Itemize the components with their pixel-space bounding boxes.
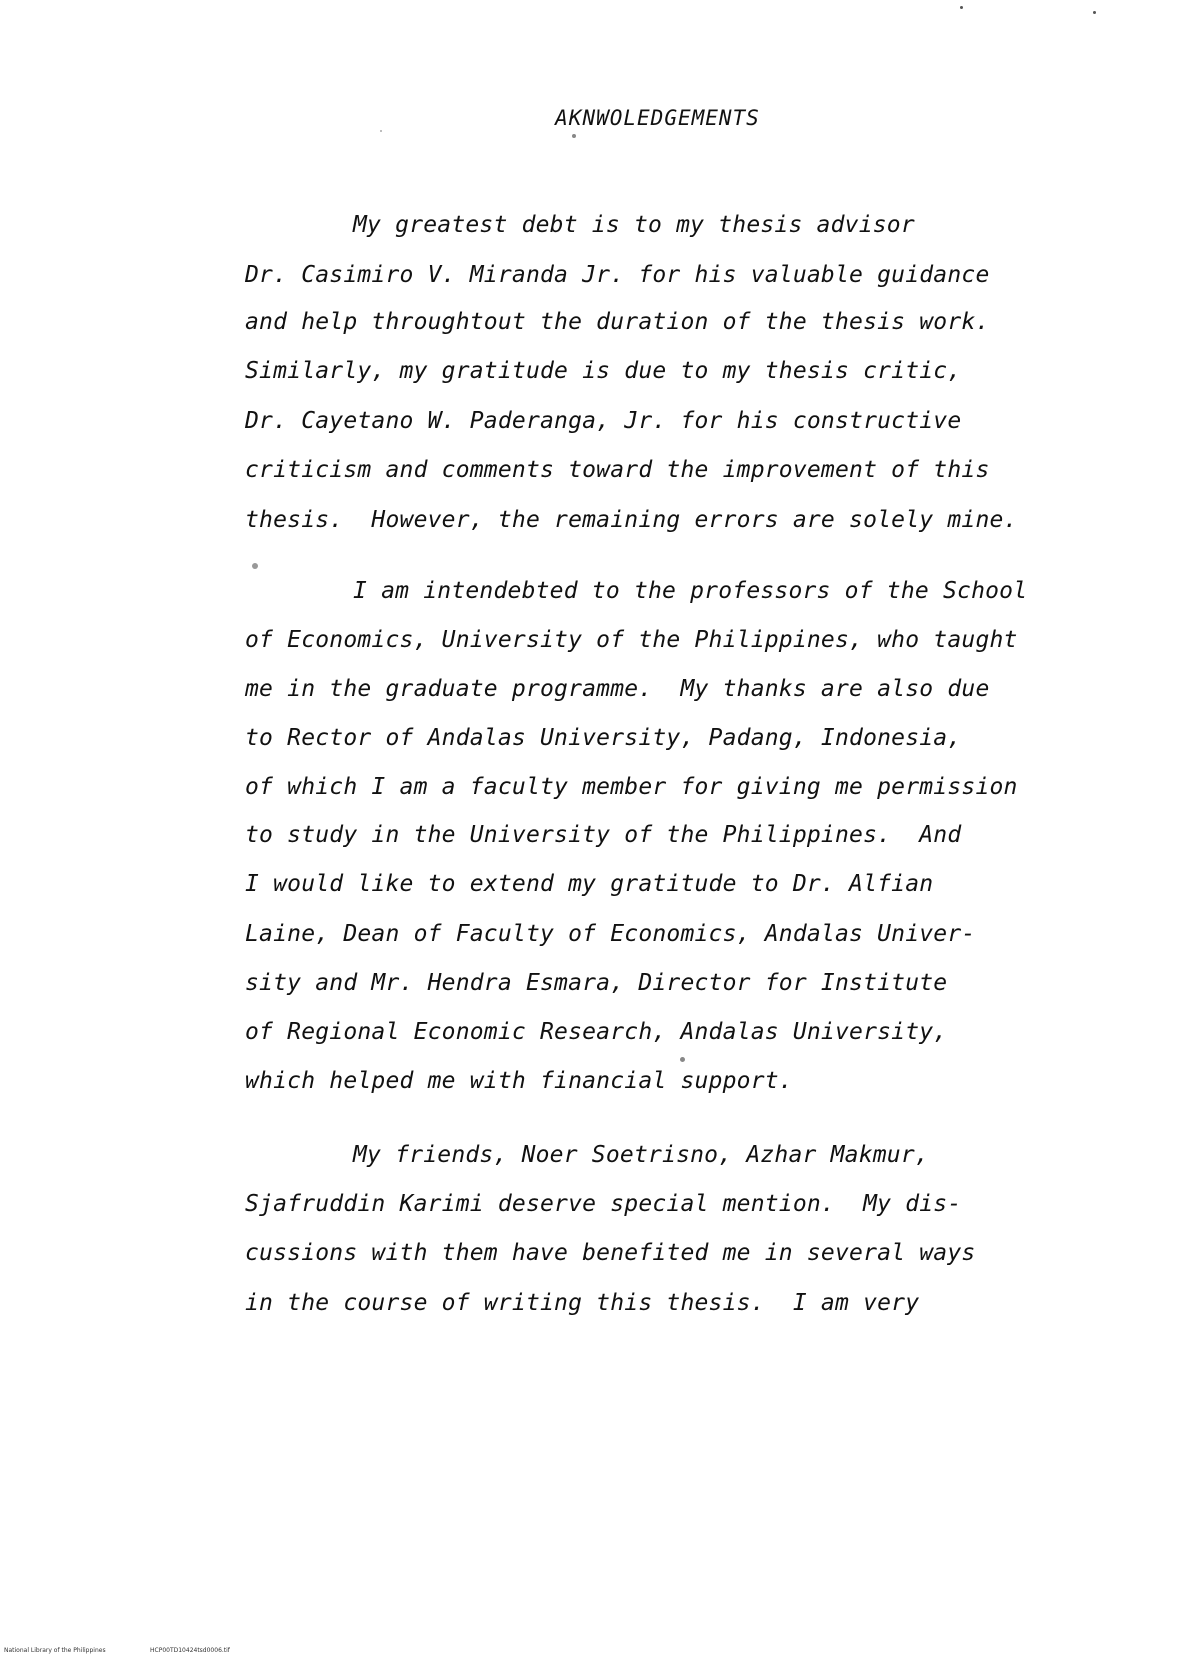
paragraph-2-line-1: I am intendebted to the professors of the School <box>353 578 1028 604</box>
paragraph-1-line-4: Similarly, my gratitude is due to my thesis critic, <box>245 358 962 384</box>
paragraph-2-line-10: of Regional Economic Research, Andalas University, <box>245 1019 948 1045</box>
paragraph-2-line-4: to Rector of Andalas University, Padang, Indonesia, <box>245 725 962 751</box>
scan-speck <box>960 6 963 9</box>
paragraph-3-line-4: in the course of writing this thesis. I am very <box>245 1290 920 1316</box>
scan-speck <box>252 563 258 569</box>
paragraph-1-line-5: Dr. Cayetano W. Paderanga, Jr. for his constructive <box>245 408 962 434</box>
paragraph-3-line-1: My friends, Noer Soetrisno, Azhar Makmur, <box>353 1142 929 1168</box>
footer-file-id: HCP00TD10424tsd0006.tif <box>150 1647 230 1654</box>
paragraph-2-line-9: sity and Mr. Hendra Esmara, Director for Institute <box>245 970 948 996</box>
paragraph-2-line-8: Laine, Dean of Faculty of Economics, Andalas Univer- <box>245 921 976 947</box>
paragraph-1-line-7: thesis. However, the remaining errors are solely mine. <box>245 507 1018 533</box>
paragraph-3-line-2: Sjafruddin Karimi deserve special mention. My dis- <box>245 1191 962 1217</box>
paragraph-1-line-1: My greatest debt is to my thesis advisor <box>353 212 915 238</box>
paragraph-2-line-5: of which I am a faculty member for giving me permission <box>245 774 1018 800</box>
footer-library-name: National Library of the Philippines <box>4 1647 106 1654</box>
page-title: AKNWOLEDGEMENTS <box>555 106 760 130</box>
paragraph-1-line-6: criticism and comments toward the improvement of this <box>245 457 990 483</box>
paragraph-2-line-2: of Economics, University of the Philippines, who taught <box>245 627 1018 653</box>
paragraph-2-line-7: I would like to extend my gratitude to Dr. Alfian <box>245 871 934 897</box>
scan-speck <box>680 1057 685 1062</box>
paragraph-1-line-2: Dr. Casimiro V. Miranda Jr. for his valuable guidance <box>245 262 990 288</box>
paragraph-1-line-3: and help throughtout the duration of the thesis work. <box>245 309 990 335</box>
scan-speck <box>380 130 382 132</box>
paragraph-2-line-6: to study in the University of the Philippines. And <box>245 822 962 848</box>
paragraph-2-line-11: which helped me with financial support. <box>245 1068 793 1094</box>
paragraph-3-line-3: cussions with them have benefited me in several ways <box>245 1240 976 1266</box>
scan-speck <box>1093 11 1096 14</box>
paragraph-2-line-3: me in the graduate programme. My thanks are also due <box>245 676 990 702</box>
scan-speck <box>572 134 576 138</box>
